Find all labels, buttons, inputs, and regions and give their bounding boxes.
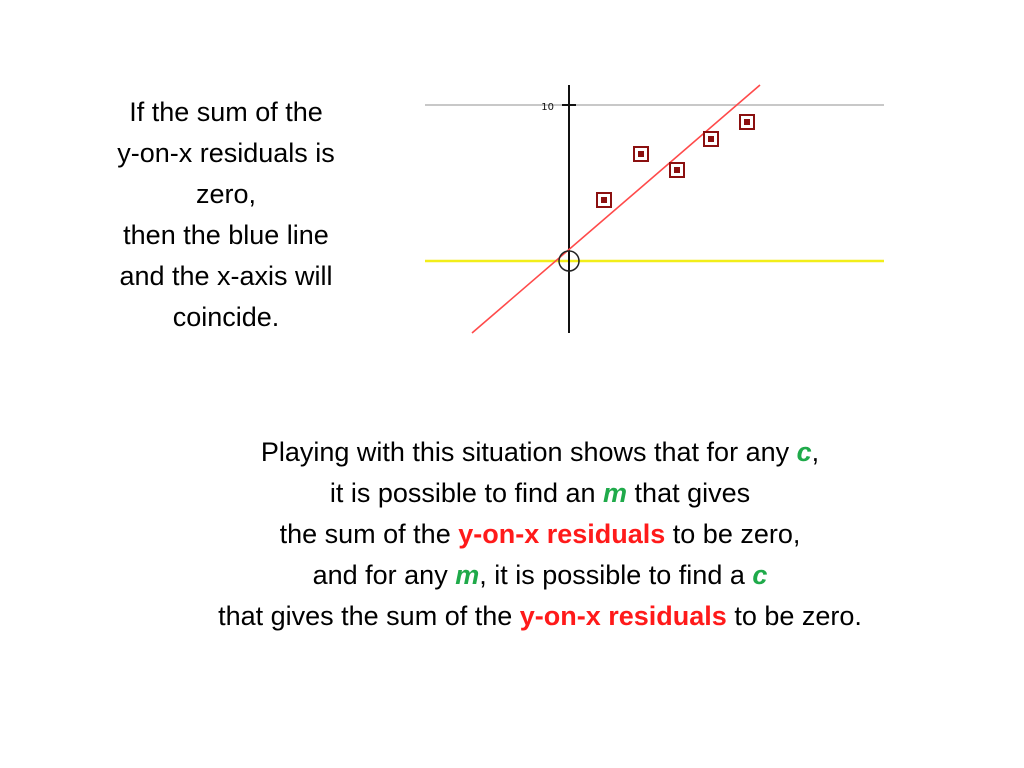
data-point — [740, 115, 754, 129]
explanation-line: and the x-axis will — [119, 261, 333, 291]
conclusion-line-2 — [150, 473, 930, 514]
y-tick-label: 10 — [541, 102, 554, 113]
explanation-line: coincide. — [172, 302, 280, 332]
text-run: the sum of the — [279, 519, 459, 549]
highlight-residuals: y-on-x residuals — [519, 601, 727, 631]
text-run: that gives the sum of the — [218, 601, 520, 631]
text-run: , — [811, 437, 820, 467]
variable-c: c — [796, 437, 812, 467]
explanation-line: zero, — [195, 179, 257, 209]
text-run: , it is possible to find a — [479, 560, 753, 590]
highlight-residuals: y-on-x residuals — [458, 519, 666, 549]
data-point — [597, 193, 611, 207]
text-run: and for any — [312, 560, 456, 590]
explanation-text — [92, 92, 360, 338]
regression-plot — [420, 80, 890, 340]
data-points — [597, 115, 754, 207]
text-run: that gives — [627, 478, 751, 508]
conclusion-line-4 — [150, 555, 930, 596]
conclusion-line-3 — [150, 514, 930, 555]
data-point — [670, 163, 684, 177]
text-run: it is possible to find an — [329, 478, 604, 508]
plot-canvas — [420, 80, 890, 340]
conclusion-line-1 — [150, 432, 930, 473]
conclusion-line-5 — [150, 596, 930, 637]
conclusion-text — [150, 432, 930, 637]
variable-c: c — [752, 560, 768, 590]
text-run: to be zero. — [726, 601, 862, 631]
explanation-line: then the blue line — [123, 220, 329, 250]
red-line — [472, 85, 760, 333]
data-point — [704, 132, 718, 146]
variable-m: m — [455, 560, 480, 590]
text-run: to be zero, — [665, 519, 801, 549]
data-point — [634, 147, 648, 161]
variable-m: m — [603, 478, 628, 508]
explanation-line: If the sum of the — [129, 97, 323, 127]
explanation-line: y-on-x residuals is — [117, 138, 335, 168]
text-run: Playing with this situation shows that for any — [260, 437, 797, 467]
